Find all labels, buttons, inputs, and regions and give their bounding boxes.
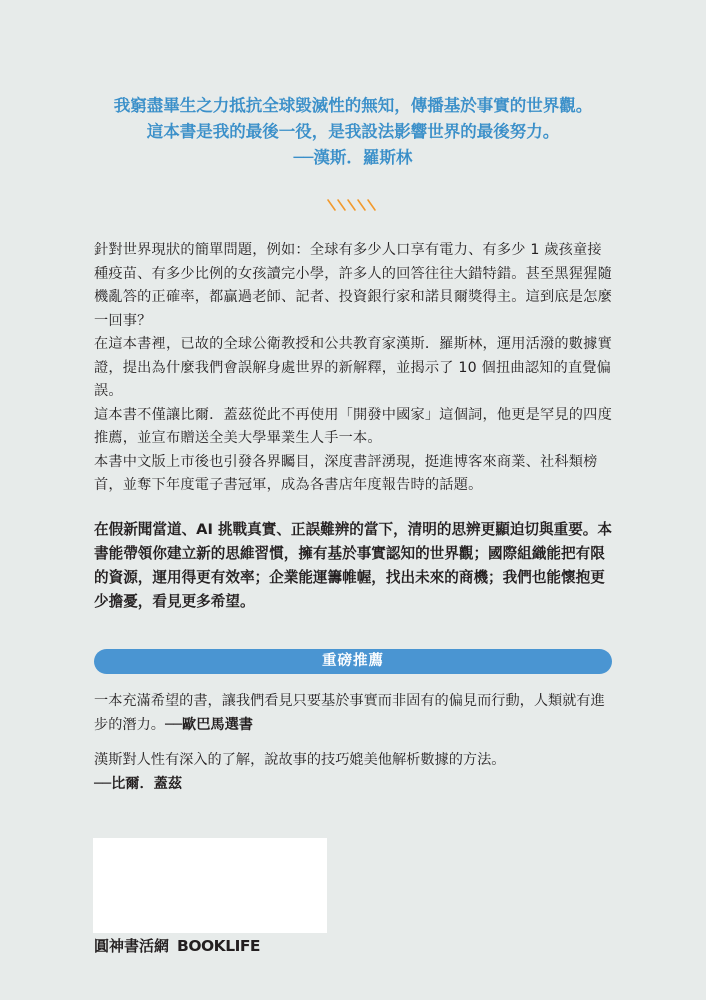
publisher-brand-logo: BOOKLIFE bbox=[177, 936, 261, 955]
paragraph-3: 這本書不僅讓比爾．蓋茲從此不再使用「開發中國家」這個詞，他更是罕見的四度推薦，並宣布贈送全美大學畢業生人手一本。 bbox=[94, 406, 612, 446]
slash-divider-icon bbox=[327, 198, 381, 212]
recommendation-1 bbox=[94, 690, 614, 737]
quote-author: ──漢斯．羅斯林 bbox=[293, 148, 413, 167]
recommendation-1-text: 一本充滿希望的書，讓我們看見只要基於事實而非固有的偏見而行動，人類就有進步的潛力。 bbox=[94, 693, 605, 733]
orange-slash-divider bbox=[327, 198, 381, 212]
recommendation-1-source: ──歐巴馬選書 bbox=[164, 716, 253, 733]
paragraph-2: 在這本書裡，已故的全球公衛教授和公共教育家漢斯．羅斯林，運用活潑的數據實證，提出為什麼我們會誤解身處世界的新解釋，並揭示了 10 個扭曲認知的直覺偏誤。 bbox=[94, 336, 612, 399]
barcode-area bbox=[93, 838, 327, 933]
quote-line-1: 我窮盡畢生之力抵抗全球毀滅性的無知，傳播基於事實的世界觀。 bbox=[113, 96, 593, 115]
recommendation-2 bbox=[94, 749, 614, 796]
highlight-text: 在假新聞當道、AI 挑戰真實、正誤難辨的當下，清明的思辨更顯迫切與重要。本書能帶領你建立新的思維習慣，擁有基於事實認知的世界觀；國際組織能把有限的資源，運用得更有效率；企業能運籌帷幄，找出未來的商機；我們也能懷抱更少擔憂，看見更多希望。 bbox=[94, 521, 612, 610]
recommendation-banner: 重磅推薦 bbox=[94, 649, 612, 674]
paragraph-4: 本書中文版上市後也引發各界矚目，深度書評湧現，挺進博客來商業、社科類榜首，並奪下年度電子書冠軍，成為各書店年度報告時的話題。 bbox=[94, 453, 598, 493]
quote-line-2: 這本書是我的最後一役，是我設法影響世界的最後努力。 bbox=[146, 122, 560, 141]
publisher-name: 圓神書活網 bbox=[94, 937, 170, 955]
description-body bbox=[94, 239, 614, 498]
highlight-paragraph bbox=[94, 518, 616, 614]
epigraph-quote bbox=[0, 93, 706, 171]
recommendation-2-text: 漢斯對人性有深入的了解，說故事的技巧媲美他解析數據的方法。 bbox=[94, 752, 506, 768]
recommendation-2-source: ──比爾．蓋茲 bbox=[94, 775, 183, 792]
paragraph-1: 針對世界現狀的簡單問題，例如：全球有多少人口享有電力、有多少 1 歲孩童接種疫苗、有多少比例的女孩讀完小學，許多人的回答往往大錯特錯。甚至黑猩猩隨機亂答的正確率，都贏過老師、記者、投資銀行家和諾貝爾獎得主。這到底是怎麼一回事？ bbox=[94, 242, 612, 329]
publisher-footer bbox=[94, 935, 260, 956]
